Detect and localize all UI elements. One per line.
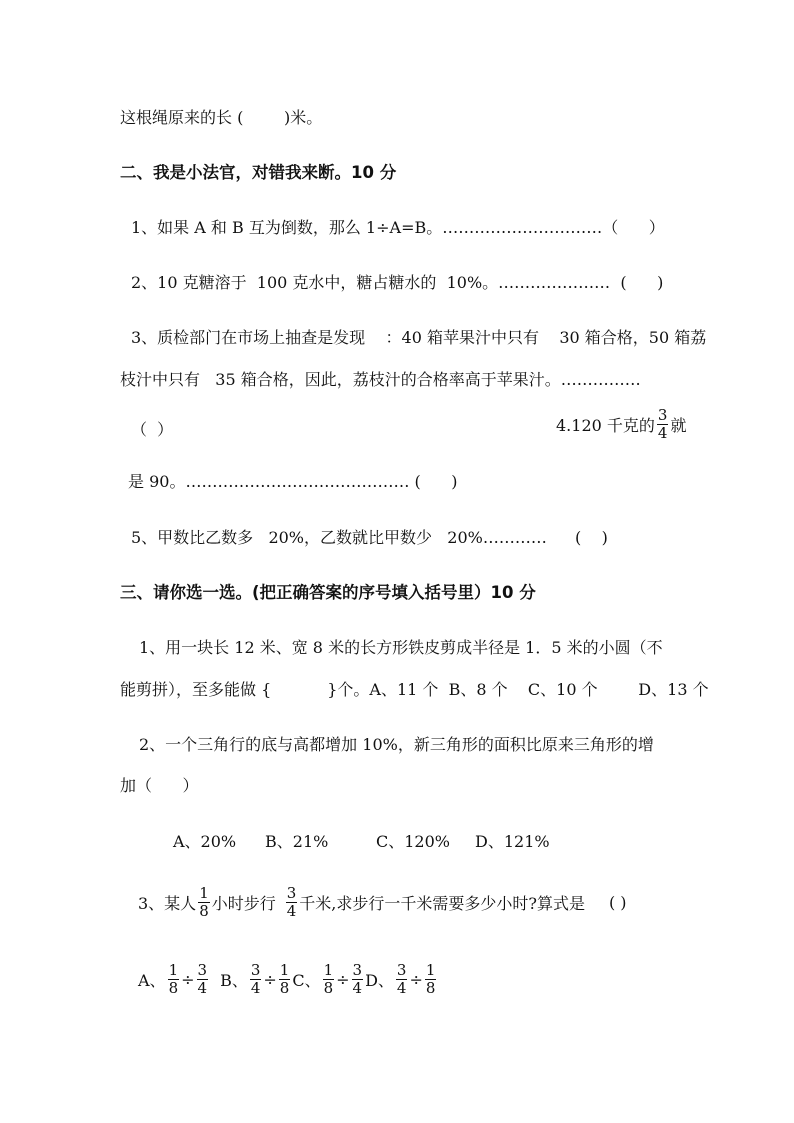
fraction-denominator: 4 [657,424,668,442]
choice-q2-line2: 加（ ） [120,776,199,795]
option-a-label: A、 [138,971,166,990]
judge-q4-line2: 是 90。…………………………………… ( ) [128,472,458,491]
fraction-three-quarters [396,962,408,997]
judge-q5: 5、甲数比乙数多 20%，乙数就比甲数少 20%………… [131,528,547,547]
choice-q3-prefix: 3、某人 [138,894,197,913]
choice-q3-answer-paren: ( ) [608,893,627,912]
fraction-denominator: 8 [199,902,209,920]
judge-q4-suffix: 就 [670,416,687,435]
choice-q1-line2: 能剪拼），至多能做 { }个。A、11 个 B、8 个 C、10 个 D、13 个 [120,680,709,699]
fraction-one-eighth [425,962,437,997]
fraction-numerator: 3 [197,961,208,979]
fraction-three-quarters [197,962,209,997]
fraction-denominator: 4 [250,979,261,997]
choice-q3-mid1: 小时步行 [211,894,276,913]
option-c-label: C、 [292,971,321,990]
fraction-numerator: 3 [250,961,261,979]
option-d-label: D、 [365,971,394,990]
section-2-heading: 二、我是小法官，对错我来断。10 分 [120,163,397,182]
fraction-numerator: 1 [323,961,334,979]
fraction-one-eighth [279,962,291,997]
fraction-one-eighth [323,962,335,997]
fraction-denominator: 4 [197,979,208,997]
fraction-denominator: 4 [286,902,297,920]
judge-q4-prefix: 4.120 千克的 [556,416,655,435]
choice-q2-option-b: B、21% [265,832,329,851]
option-b-label: B、 [220,971,248,990]
section-3-heading: 三、请你选一选。(把正确答案的序号填入括号里）10 分 [120,583,536,602]
fraction-denominator: 8 [425,979,436,997]
fraction-three-quarters [250,962,262,997]
divide-sign: ÷ [263,970,277,989]
judge-q3-line2: 枝汁中只有 35 箱合格，因此，荔枝汁的合格率高于苹果汁。…………… [120,370,641,389]
fraction-numerator: 3 [286,884,297,902]
fraction-three-quarters [352,962,364,997]
divide-sign: ÷ [181,970,195,989]
fraction-numerator: 1 [168,961,179,979]
judge-q2: 2、10 克糖溶于 100 克水中，糖占糖水的 10%。………………… ( ) [131,273,664,292]
fraction-numerator: 3 [396,961,407,979]
judge-q4-line1 [556,407,686,442]
fraction-denominator: 8 [323,979,334,997]
fraction-three-quarters [657,407,669,442]
fraction-denominator: 4 [352,979,363,997]
choice-q2-option-c: C、120% [376,832,450,851]
fraction-numerator: 1 [425,961,436,979]
divide-sign: ÷ [336,970,350,989]
fraction-one-eighth [198,885,210,920]
choice-q3-mid2: 千米,求步行一千米需要多少小时?算式是 [299,894,585,913]
fraction-numerator: 3 [657,406,668,424]
choice-q1-line1: 1、用一块长 12 米、宽 8 米的长方形铁皮剪成半径是 1．5 米的小圆（不 [139,638,663,657]
choice-q2-line1: 2、一个三角行的底与高都增加 10%，新三角形的面积比原来三角形的增 [139,735,654,754]
judge-q1: 1、如果 A 和 B 互为倒数，那么 1÷A=B。…………………………（ ） [131,218,665,237]
choice-q2-option-a: A、20% [173,832,237,851]
fraction-numerator: 1 [279,961,290,979]
fraction-three-quarters [286,885,298,920]
judge-q3-answer-paren: （ ） [131,420,174,439]
fraction-denominator: 4 [396,979,407,997]
fraction-denominator: 8 [168,979,179,997]
fraction-denominator: 8 [279,979,290,997]
choice-q3-line [138,885,627,920]
fraction-numerator: 1 [199,884,209,902]
divide-sign: ÷ [409,970,423,989]
rope-length-line: 这根绳原来的长 ( )米。 [120,108,323,127]
judge-q3-line1: 3、质检部门在市场上抽查是发现 ：40 箱苹果汁中只有 30 箱合格，50 箱荔 [131,328,707,347]
judge-q5-answer-paren: ( ) [575,528,608,547]
choice-q3-options [138,962,438,997]
fraction-one-eighth [168,962,180,997]
fraction-numerator: 3 [352,961,363,979]
choice-q2-option-d: D、121% [475,832,550,851]
